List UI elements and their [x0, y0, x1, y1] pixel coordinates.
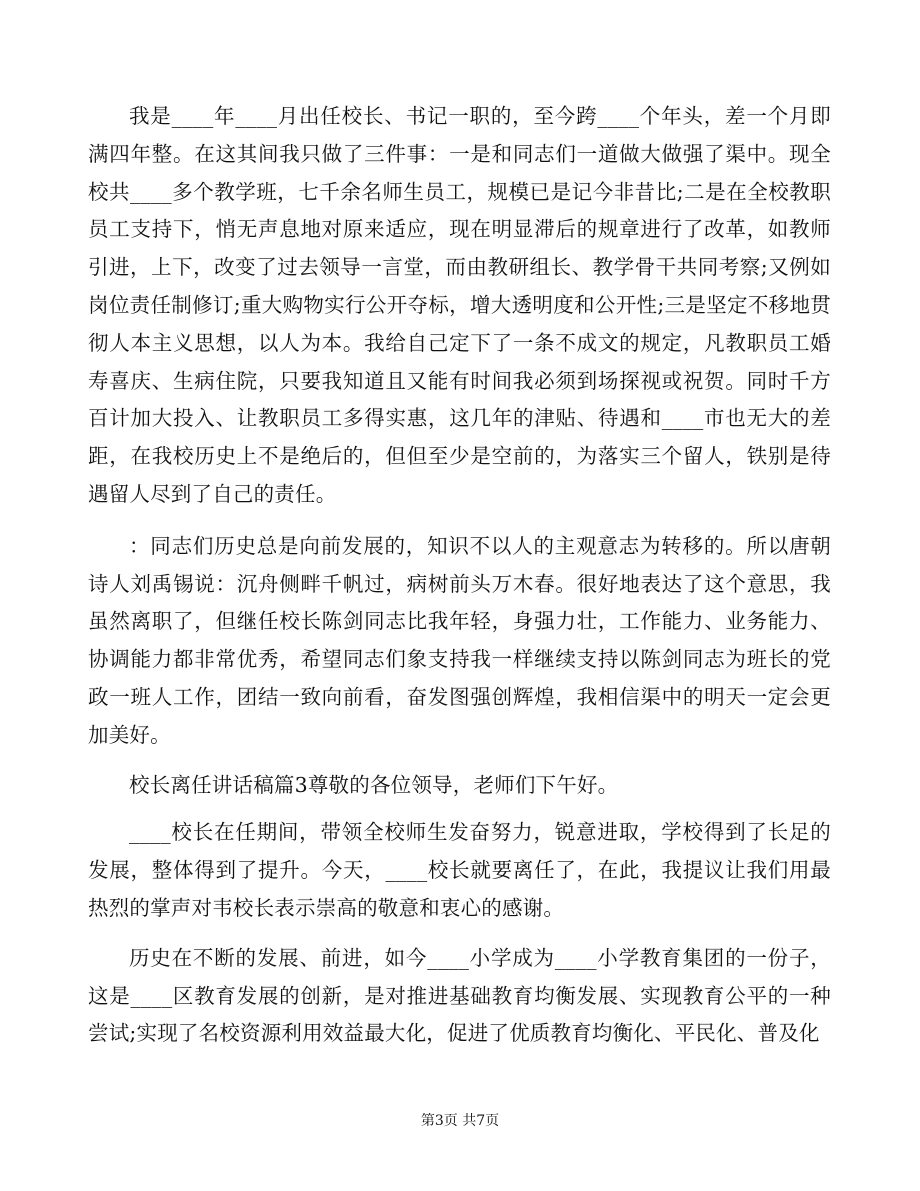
paragraph-2: ：同志们历史总是向前发展的，知识不以人的主观意志为转移的。所以唐朝诗人刘禹锡说：沉舟侧畔千帆过，病树前头万木春。很好地表达了这个意思，我虽然离职了，但继任校长陈剑同志比我年轻，身强力壮，工作能力、业务能力、协调能力都非常优秀，希望同志们象支持我一样继续支持以陈剑同志为班长的党政一班人工作，团结一致向前看，奋发图强创辉煌，我相信渠中的明天一定会更加美好。	[88, 533, 831, 747]
paragraph-5: 历史在不断的发展、前进，如今____小学成为____小学教育集团的一份子，这是____区教育发展的创新，是对推进基础教育均衡发展、实现教育公平的一种尝试;实现了名校资源利用效益最大化，促进了优质教育均衡化、平民化、普及化	[88, 945, 831, 1046]
paragraph-1: 我是____年____月出任校长、书记一职的，至今跨____个年头，差一个月即满四年整。在这其间我只做了三件事：一是和同志们一道做大做强了渠中。现全校共____多个教学班，七千余名师生员工，规模已是记今非昔比;二是在全校教职员工支持下，悄无声息地对原来适应，现在明显滞后的规章进行了改革，如教师引进，上下，改变了过去领导一言堂，而由教研组长、教学骨干共同考察;又例如岗位责任制修订;重大购物实行公开夺标，增大透明度和公开性;三是坚定不移地贯彻人本主义思想，以人为本。我给自己定下了一条不成文的规定，凡教职员工婚寿喜庆、生病住院，只要我知道且又能有时间我必须到场探视或祝贺。同时千方百计加大投入、让教职员工多得实惠，这几年的津贴、待遇和____市也无大的差距，在我校历史上不是绝后的，但但至少是空前的，为落实三个留人，铁别是待遇留人尽到了自己的责任。	[88, 104, 831, 506]
document-body	[88, 98, 831, 1053]
paragraph-3: 校长离任讲话稿篇3尊敬的各位领导，老师们下午好。	[129, 772, 619, 797]
page-number-footer: 第3页 共7页	[420, 1113, 500, 1129]
paragraph-4: ____校长在任期间，带领全校师生发奋努力，锐意进取，学校得到了长足的发展，整体得到了提升。今天，____校长就要离任了，在此，我提议让我们用最热烈的掌声对韦校长表示崇高的敬意和衷心的感谢。	[88, 820, 831, 920]
